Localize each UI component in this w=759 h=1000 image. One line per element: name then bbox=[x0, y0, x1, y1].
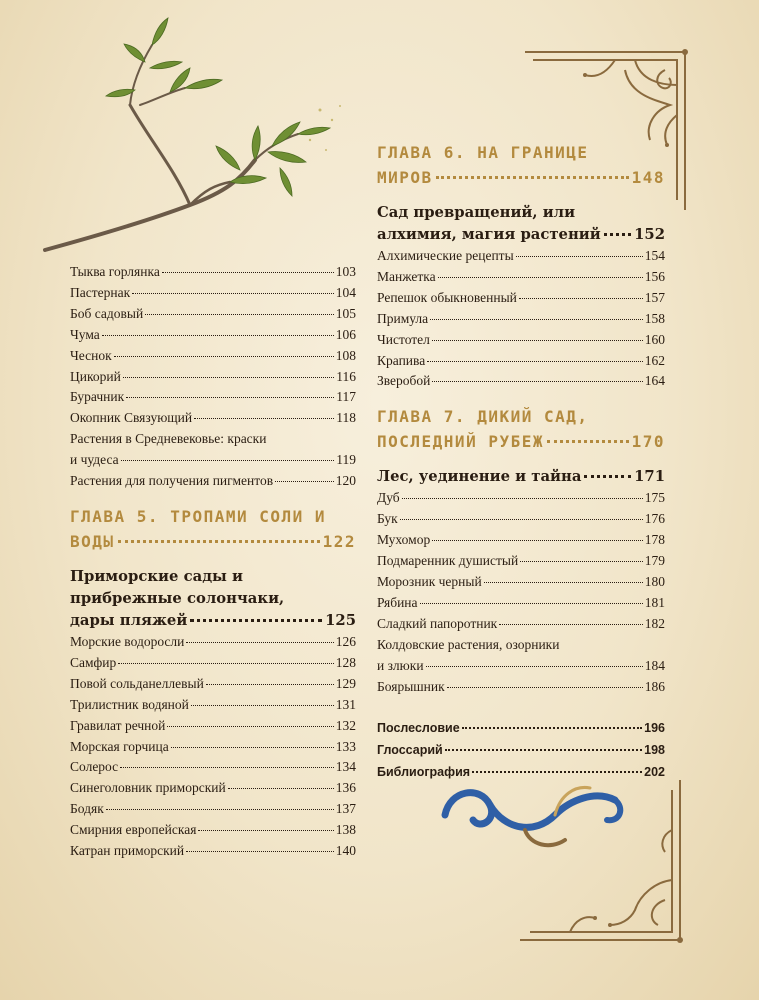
leader-dots bbox=[186, 851, 334, 852]
toc-entry-title: Растения в Средневековье: краски bbox=[70, 431, 267, 447]
toc-page-number: 119 bbox=[336, 452, 356, 468]
toc-entry[interactable] bbox=[70, 695, 356, 716]
section-title: Приморские сады и bbox=[70, 567, 244, 585]
toc-entry-title: Трилистник водяной bbox=[70, 696, 189, 712]
leader-dots bbox=[121, 460, 335, 461]
section-title: прибрежные солончаки, bbox=[70, 589, 285, 607]
toc-entry-title: Гравилат речной bbox=[70, 717, 166, 733]
section-heading[interactable] bbox=[377, 202, 665, 246]
chapter-title: ГЛАВА 6. НА ГРАНИЦЕ bbox=[377, 143, 589, 162]
section-title: Сад превращений, или bbox=[377, 204, 576, 221]
leader-dots bbox=[400, 519, 643, 520]
toc-page-number: 134 bbox=[335, 759, 356, 775]
toc-entry-title: Морские водоросли bbox=[70, 633, 185, 649]
toc-entry[interactable] bbox=[70, 304, 356, 325]
section-page-number: 125 bbox=[325, 611, 356, 629]
toc-entry-title: Боб садовый bbox=[70, 305, 144, 321]
toc-page-number: 140 bbox=[335, 843, 356, 859]
toc-entry-title: Пастернак bbox=[70, 284, 131, 300]
toc-entry-title: Бурачник bbox=[70, 389, 125, 405]
chapter-title: ВОДЫ bbox=[70, 531, 115, 551]
leader-dots bbox=[132, 293, 334, 294]
toc-entry-title: Зверобой bbox=[377, 373, 431, 389]
leader-dots bbox=[120, 767, 334, 768]
toc-entry-title: Повой сольданеллевый bbox=[70, 675, 204, 691]
toc-entry[interactable] bbox=[70, 325, 356, 346]
toc-page-number: 202 bbox=[644, 765, 665, 780]
toc-entry-title: Глоссарий bbox=[377, 743, 443, 758]
toc-entry[interactable] bbox=[377, 614, 665, 635]
toc-page-number: 179 bbox=[644, 553, 665, 569]
toc-entry-title: Крапива bbox=[377, 352, 426, 368]
leader-dots bbox=[171, 747, 334, 748]
toc-entry-title: Мухомор bbox=[377, 532, 431, 548]
toc-page-number: 156 bbox=[644, 268, 665, 284]
leader-dots bbox=[275, 481, 334, 482]
leader-dots bbox=[430, 319, 643, 320]
toc-page-number: 120 bbox=[335, 473, 356, 489]
branch-illustration bbox=[40, 10, 370, 280]
toc-right-column bbox=[377, 140, 665, 783]
toc-entry-title: Манжетка bbox=[377, 268, 436, 284]
toc-entry[interactable] bbox=[377, 551, 665, 572]
toc-entry[interactable] bbox=[70, 674, 356, 695]
leader-dots bbox=[432, 381, 642, 382]
leader-dots bbox=[118, 663, 333, 664]
toc-page-number: 136 bbox=[335, 780, 356, 796]
toc-entry-title: Катран приморский bbox=[70, 843, 185, 859]
toc-page-number: 182 bbox=[644, 615, 665, 631]
toc-page-number: 137 bbox=[335, 801, 356, 817]
leader-dots bbox=[402, 498, 643, 499]
toc-entry-title: Солерос bbox=[70, 759, 119, 775]
toc-entry-title: Самфир bbox=[70, 654, 117, 670]
chapter-heading-6[interactable] bbox=[377, 140, 665, 190]
leader-dots bbox=[484, 582, 643, 583]
leader-dots bbox=[228, 788, 334, 789]
leader-dots bbox=[432, 340, 643, 341]
toc-entry[interactable] bbox=[70, 262, 356, 283]
toc-entry-title: Бодяк bbox=[70, 801, 104, 817]
leader-dots bbox=[432, 540, 643, 541]
toc-page-number: 181 bbox=[644, 594, 665, 610]
toc-entry-title: Бук bbox=[377, 511, 398, 527]
toc-page-number: 118 bbox=[336, 410, 356, 426]
toc-page-number: 178 bbox=[644, 532, 665, 548]
section-title: алхимия, магия растений bbox=[377, 226, 601, 243]
leader-dots bbox=[447, 687, 643, 688]
toc-entry-title: Растения для получения пигментов bbox=[70, 473, 274, 489]
toc-entry-title: Тыква горлянка bbox=[70, 264, 160, 279]
toc-entry[interactable] bbox=[377, 371, 665, 392]
chapter-heading-5[interactable] bbox=[70, 504, 356, 554]
toc-page-number: 154 bbox=[644, 248, 665, 263]
leader-dots bbox=[186, 642, 333, 643]
toc-page-number: 184 bbox=[644, 657, 665, 673]
toc-entry[interactable] bbox=[377, 530, 665, 551]
section-heading[interactable] bbox=[70, 566, 356, 632]
toc-entry-title: Репешок обыкновенный bbox=[377, 289, 517, 305]
toc-entry[interactable] bbox=[70, 757, 356, 778]
leader-dots bbox=[206, 684, 334, 685]
toc-entry[interactable] bbox=[70, 716, 356, 737]
leader-dots bbox=[547, 440, 629, 443]
leader-dots bbox=[123, 377, 334, 378]
toc-entry[interactable] bbox=[377, 739, 665, 761]
leader-dots bbox=[604, 233, 631, 236]
chapter-page-number: 122 bbox=[322, 531, 356, 551]
toc-entry-title: Примула bbox=[377, 310, 429, 326]
toc-entry[interactable] bbox=[377, 717, 665, 739]
toc-entry[interactable] bbox=[70, 283, 356, 304]
chapter-title: ПОСЛЕДНИЙ РУБЕЖ bbox=[377, 432, 544, 452]
toc-entry[interactable] bbox=[377, 488, 665, 509]
leader-dots bbox=[516, 256, 643, 257]
toc-entry[interactable] bbox=[70, 408, 356, 429]
toc-page-number: 196 bbox=[644, 721, 665, 736]
toc-page-number: 157 bbox=[644, 289, 665, 305]
chapter-title: ГЛАВА 5. ТРОПАМИ СОЛИ И bbox=[70, 506, 327, 526]
leader-dots bbox=[519, 298, 643, 299]
toc-entry[interactable] bbox=[70, 778, 356, 799]
toc-page-number: 180 bbox=[644, 573, 665, 589]
toc-entry[interactable] bbox=[377, 351, 665, 372]
toc-page-number: 108 bbox=[335, 347, 356, 363]
toc-entry-title: Колдовские растения, озорники bbox=[377, 636, 560, 652]
leader-dots bbox=[427, 361, 643, 362]
leader-dots bbox=[114, 356, 334, 357]
toc-entry-title: Морская горчица bbox=[70, 738, 169, 754]
toc-entry[interactable] bbox=[70, 841, 356, 862]
toc-entry[interactable] bbox=[70, 471, 356, 492]
toc-page-number: 132 bbox=[335, 717, 356, 733]
toc-entry[interactable] bbox=[377, 246, 665, 267]
toc-page-number: 198 bbox=[644, 743, 665, 758]
toc-entry[interactable] bbox=[70, 737, 356, 758]
leader-dots bbox=[118, 540, 320, 543]
leader-dots bbox=[584, 475, 631, 478]
leader-dots bbox=[190, 619, 322, 622]
toc-entry[interactable] bbox=[377, 330, 665, 351]
toc-page-number: 105 bbox=[335, 305, 356, 321]
toc-entry-title: и злюки bbox=[377, 657, 424, 673]
toc-entry[interactable] bbox=[377, 572, 665, 593]
toc-entry-title: Подмаренник душистый bbox=[377, 553, 519, 569]
leader-dots bbox=[462, 727, 642, 729]
toc-entry-title: Рябина bbox=[377, 594, 418, 610]
toc-entry-multiline[interactable] bbox=[70, 429, 356, 471]
toc-entry-title: Сладкий папоротник bbox=[377, 615, 498, 631]
leader-dots bbox=[436, 176, 629, 179]
toc-page-number: 103 bbox=[335, 264, 356, 279]
toc-page-number: 133 bbox=[335, 738, 356, 754]
leader-dots bbox=[420, 603, 643, 604]
leader-dots bbox=[126, 397, 334, 398]
toc-entry[interactable] bbox=[70, 799, 356, 820]
chapter-title: МИРОВ bbox=[377, 168, 433, 187]
leader-dots bbox=[167, 726, 333, 727]
toc-entry-title: Чеснок bbox=[70, 347, 112, 363]
section-page-number: 171 bbox=[634, 468, 665, 486]
toc-entry[interactable] bbox=[70, 346, 356, 367]
toc-entry[interactable] bbox=[70, 653, 356, 674]
toc-entry-multiline[interactable] bbox=[377, 635, 665, 677]
leader-dots bbox=[191, 705, 334, 706]
leader-dots bbox=[198, 830, 333, 831]
toc-entry[interactable] bbox=[377, 509, 665, 530]
toc-entry-title: Смирния европейская bbox=[70, 822, 197, 838]
leader-dots bbox=[438, 277, 643, 278]
leader-dots bbox=[145, 314, 334, 315]
toc-page-number: 158 bbox=[644, 310, 665, 326]
toc-entry[interactable] bbox=[377, 267, 665, 288]
leader-dots bbox=[472, 771, 642, 773]
chapter-page-number: 170 bbox=[631, 432, 665, 452]
toc-entry-title: и чудеса bbox=[70, 452, 119, 468]
chapter-title: ГЛАВА 7. ДИКИЙ САД, bbox=[377, 407, 589, 427]
toc-page-number: 160 bbox=[644, 331, 665, 347]
toc-page-number: 117 bbox=[336, 389, 356, 405]
toc-entry-title: Цикорий bbox=[70, 368, 121, 384]
toc-entry[interactable] bbox=[377, 593, 665, 614]
toc-left-column bbox=[70, 262, 356, 862]
toc-page-number: 186 bbox=[644, 678, 665, 694]
leader-dots bbox=[102, 335, 334, 336]
toc-entry-title: Окопник Связующий bbox=[70, 410, 193, 426]
section-title: дары пляжей bbox=[70, 611, 188, 629]
section-title: Лес, уединение и тайна bbox=[377, 468, 582, 486]
leader-dots bbox=[499, 624, 643, 625]
leader-dots bbox=[445, 749, 642, 751]
blue-scroll-ornament bbox=[435, 770, 635, 860]
toc-page-number: 162 bbox=[644, 352, 665, 368]
section-heading[interactable] bbox=[377, 466, 665, 488]
leader-dots bbox=[194, 418, 334, 419]
toc-page-number: 176 bbox=[644, 511, 665, 527]
toc-entry[interactable] bbox=[377, 309, 665, 330]
toc-page-number: 104 bbox=[335, 284, 356, 300]
toc-entry-title: Боярышник bbox=[377, 678, 445, 694]
toc-page-number: 129 bbox=[335, 675, 356, 691]
leader-dots bbox=[162, 272, 334, 273]
toc-entry-title: Библиография bbox=[377, 765, 471, 780]
toc-entry-title: Морозник черный bbox=[377, 573, 482, 589]
toc-page-number: 126 bbox=[335, 633, 356, 649]
toc-entry[interactable] bbox=[377, 288, 665, 309]
toc-entry[interactable] bbox=[377, 761, 665, 783]
toc-page-number: 131 bbox=[335, 696, 356, 712]
toc-entry-title: Алхимические рецепты bbox=[377, 248, 514, 263]
toc-entry[interactable] bbox=[70, 820, 356, 841]
toc-entry[interactable] bbox=[70, 387, 356, 408]
toc-page-number: 164 bbox=[644, 373, 665, 389]
leader-dots bbox=[106, 809, 334, 810]
leader-dots bbox=[426, 666, 643, 667]
section-page-number: 152 bbox=[634, 226, 665, 243]
toc-entry-title: Послесловие bbox=[377, 721, 460, 736]
toc-page-number: 106 bbox=[335, 326, 356, 342]
toc-entry-title: Чума bbox=[70, 326, 100, 342]
toc-page-number: 116 bbox=[336, 368, 356, 384]
toc-page-number: 175 bbox=[644, 490, 665, 506]
toc-entry-title: Дуб bbox=[377, 490, 400, 506]
toc-entry[interactable] bbox=[377, 677, 665, 698]
toc-page-number: 138 bbox=[335, 822, 356, 838]
chapter-page-number: 148 bbox=[631, 168, 665, 187]
toc-entry[interactable] bbox=[70, 367, 356, 388]
toc-entry[interactable] bbox=[70, 632, 356, 653]
toc-entry-title: Чистотел bbox=[377, 331, 430, 347]
leader-dots bbox=[520, 561, 643, 562]
toc-entry-title: Синеголовник приморский bbox=[70, 780, 226, 796]
chapter-heading-7[interactable] bbox=[377, 404, 665, 454]
toc-page-number: 128 bbox=[335, 654, 356, 670]
